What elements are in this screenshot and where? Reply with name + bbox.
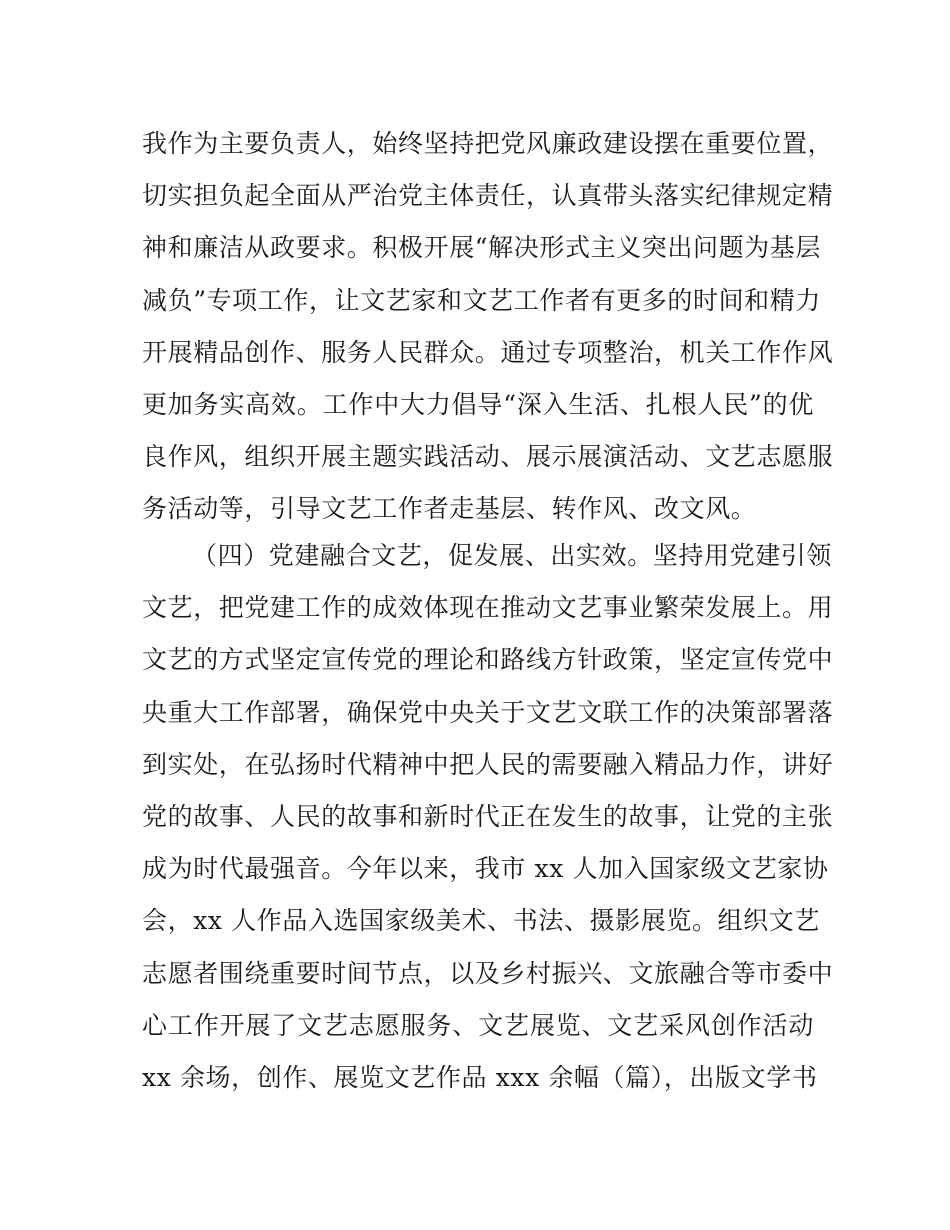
text-line: 央重大工作部署，确保党中央关于文艺文联工作的决策部署落 <box>142 697 834 727</box>
paragraph-party-building-arts <box>142 530 834 1104</box>
text-line: 更加务实高效。工作中大力倡导“深入生活、扎根人民”的优 <box>142 389 814 419</box>
text-line: xx 余场，创作、展览文艺作品 xxx 余幅（篇），出版文学书 <box>142 1062 818 1092</box>
text-line: 减负”专项工作，让文艺家和文艺工作者有更多的时间和精力 <box>142 285 821 315</box>
text-line: 党的故事、人民的故事和新时代正在发生的故事，让党的主张 <box>142 801 834 831</box>
paragraph-party-conduct <box>142 118 834 536</box>
text-line: 神和廉洁从政要求。积极开展“解决形式主义突出问题为基层 <box>142 233 821 263</box>
text-line: （四）党建融合文艺，促发展、出实效。坚持用党建引领 <box>192 541 833 570</box>
text-line: 文艺的方式坚定宣传党的理论和路线方针政策，坚定宣传党中 <box>142 645 834 675</box>
text-line: 成为时代最强音。今年以来，我市 xx 人加入国家级文艺家协 <box>142 854 829 884</box>
text-line: 务活动等，引导文艺工作者走基层、转作风、改文风。 <box>142 494 757 524</box>
text-line: 志愿者围绕重要时间节点，以及乡村振兴、文旅融合等市委中 <box>142 958 834 988</box>
text-line: 切实担负起全面从严治党主体责任，认真带头落实纪律规定精 <box>142 181 834 211</box>
text-line: 我作为主要负责人，始终坚持把党风廉政建设摆在重要位置， <box>142 129 834 158</box>
text-line: 开展精品创作、服务人民群众。通过专项整治，机关工作作风 <box>142 337 834 367</box>
text-line: 良作风，组织开展主题实践活动、展示展演活动、文艺志愿服 <box>142 442 834 472</box>
text-line: 到实处，在弘扬时代精神中把人民的需要融入精品力作，讲好 <box>142 749 834 779</box>
text-line: 文艺，把党建工作的成效体现在推动文艺事业繁荣发展上。用 <box>142 593 834 623</box>
text-line: 会，xx 人作品入选国家级美术、书法、摄影展览。组织文艺 <box>142 906 820 936</box>
text-line: 心工作开展了文艺志愿服务、文艺展览、文艺采风创作活动 <box>142 1010 814 1040</box>
